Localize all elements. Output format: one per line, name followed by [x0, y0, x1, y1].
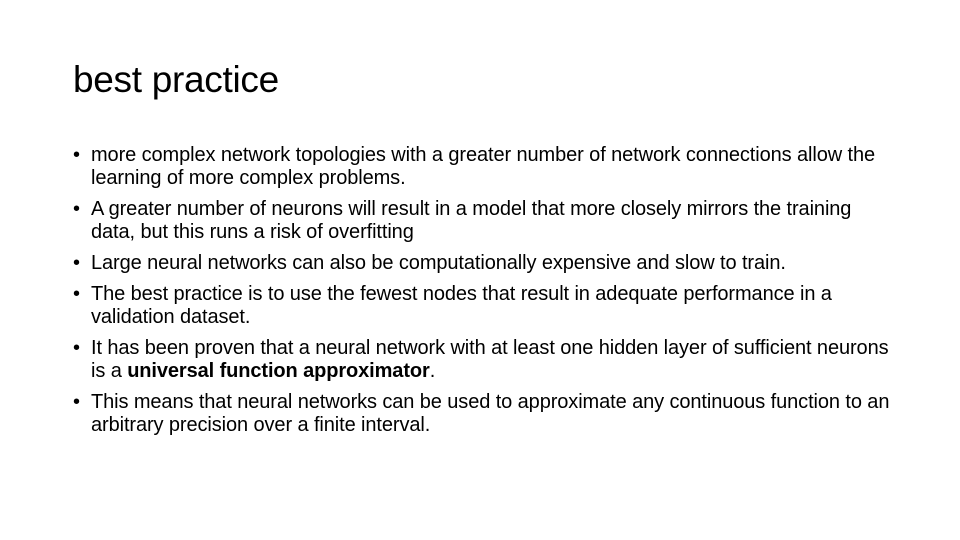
bullet-list — [73, 144, 893, 445]
bullet-bold-term: universal function approximator — [127, 360, 430, 382]
bullet-dot-icon: • — [73, 144, 80, 166]
bullet-text: The best practice is to use the fewest nodes that result in adequate performance in a validation dataset. — [91, 283, 832, 328]
bullet-item — [73, 283, 893, 329]
bullet-text-after: . — [429, 360, 436, 382]
bullet-text: more complex network topologies with a greater number of network connections allow the learning of more complex problems. — [91, 144, 876, 189]
bullet-text: Large neural networks can also be computationally expensive and slow to train. — [91, 252, 786, 274]
bullet-dot-icon: • — [73, 198, 80, 220]
bullet-dot-icon: • — [73, 283, 80, 305]
bullet-item — [73, 144, 893, 190]
bullet-dot-icon: • — [73, 391, 80, 413]
bullet-dot-icon: • — [73, 252, 80, 274]
bullet-text-before: It has been proven that a neural network with at least one hidden layer of sufficient neurons is a — [91, 337, 889, 382]
bullet-item — [73, 337, 893, 383]
bullet-text: This means that neural networks can be used to approximate any continuous function to an arbitrary precision over a finite interval. — [91, 391, 890, 436]
slide-title: best practice — [73, 59, 279, 100]
bullet-dot-icon: • — [73, 337, 80, 359]
bullet-text: A greater number of neurons will result in a model that more closely mirrors the training data, but this runs a risk of overfitting — [91, 198, 852, 243]
bullet-item — [73, 198, 893, 244]
bullet-item — [73, 252, 893, 275]
bullet-item — [73, 391, 893, 437]
